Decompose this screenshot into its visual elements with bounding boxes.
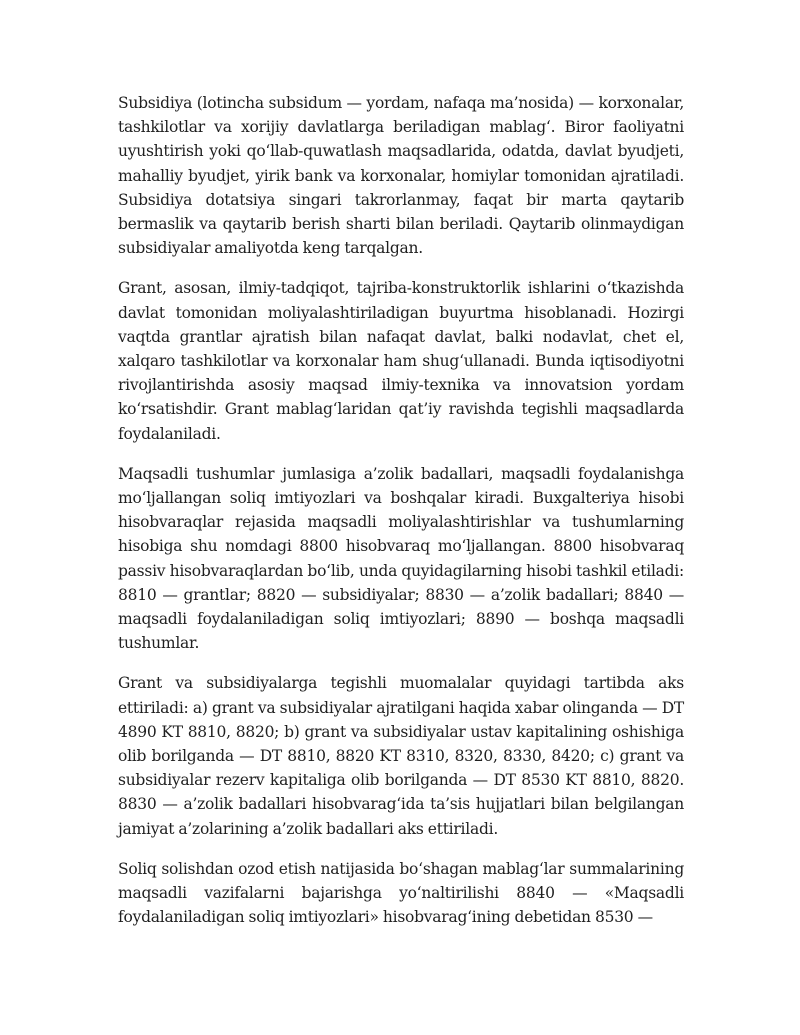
paragraph-muomalalar: Grant va subsidiyalarga tegishli muomalalar quyidagi tartibda aks ettiriladi: a) grant va subsidiyalar ajratilgani haqida xabar olinganda — DT 4890 KT 8810, 8820; b) grant va subsidiyalar ustav kapitalining oshishiga olib borilganda — DT 8810, 8820 KT 8310, 8320, 8330, 8420; c) grant va subsidiyalar rezerv kapitaliga olib borilganda — DT 8530 KT 8810, 8820. 8830 — a’zolik badallari hisobvarag‘ida ta’sis hujjatlari bilan belgilangan jamiyat a’zolarining a’zolik badallari aks ettiriladi. [118, 674, 684, 838]
paragraph-maqsadli-tushumlar: Maqsadli tushumlar jumlasiga a’zolik badallari, maqsadli foydalanishga mo‘ljallangan soliq imtiyozlari va boshqalar kiradi. Buxgalteriya hisobi hisobvaraqlar rejasida maqsadli moliyalashtirishlar va tushumlarning hisobiga shu nomdagi 8800 hisobvaraq mo‘ljallangan. 8800 hisobvaraq passiv hisobvaraqlardan bo‘lib, unda quyidagilarning hisobi tashkil etiladi: 8810 — grantlar; 8820 — subsidiyalar; 8830 — a’zolik badallari; 8840 — maqsadli foydalaniladigan soliq imtiyozlari; 8890 — boshqa maqsadli tushumlar. [118, 464, 684, 653]
paragraph-grant: Grant, asosan, ilmiy-tadqiqot, tajriba-konstruktorlik ishlarini o‘tkazishda davlat tomonidan moliyalashtiriladigan buyurtma hisoblanadi. Hozirgi vaqtda grantlar ajratish bilan nafaqat davlat, balki nodavlat, chet el, xalqaro tashkilotlar va korxonalar ham shug‘ullanadi. Bunda iqtisodiyotni rivojlantirishda asosiy maqsad ilmiy-texnika va innovatsion yordam ko‘rsatishdir. Grant mablag‘laridan qat’iy ravishda tegishli maqsadlarda foydalaniladi. [118, 279, 684, 443]
document-body [118, 91, 684, 946]
paragraph-soliq-imtiyozlari: Soliq solishdan ozod etish natijasida bo‘shagan mablag‘lar summalarining maqsadli vazifalarni bajarishga yo‘naltirilishi 8840 — «Maqsadli foydalaniladigan soliq imtiyozlari» hisobvarag‘ining debetidan 8530 — [118, 859, 684, 927]
paragraph-subsidiya: Subsidiya (lotincha subsidum — yordam, nafaqa ma’nosida) — korxonalar, tashkilotlar va xorijiy davlatlarga beriladigan mablag‘. Biror faoliyatni uyushtirish yoki qo‘llab-quwatlash maqsadlarida, odatda, davlat byudjeti, mahalliy byudjet, yirik bank va korxonalar, homiylar tomonidan ajratiladi. Subsidiya dotatsiya singari takrorlanmay, faqat bir marta qaytarib bermaslik va qaytarib berish sharti bilan beriladi. Qaytarib olinmaydigan subsidiyalar amaliyotda keng tarqalgan. [118, 94, 684, 258]
